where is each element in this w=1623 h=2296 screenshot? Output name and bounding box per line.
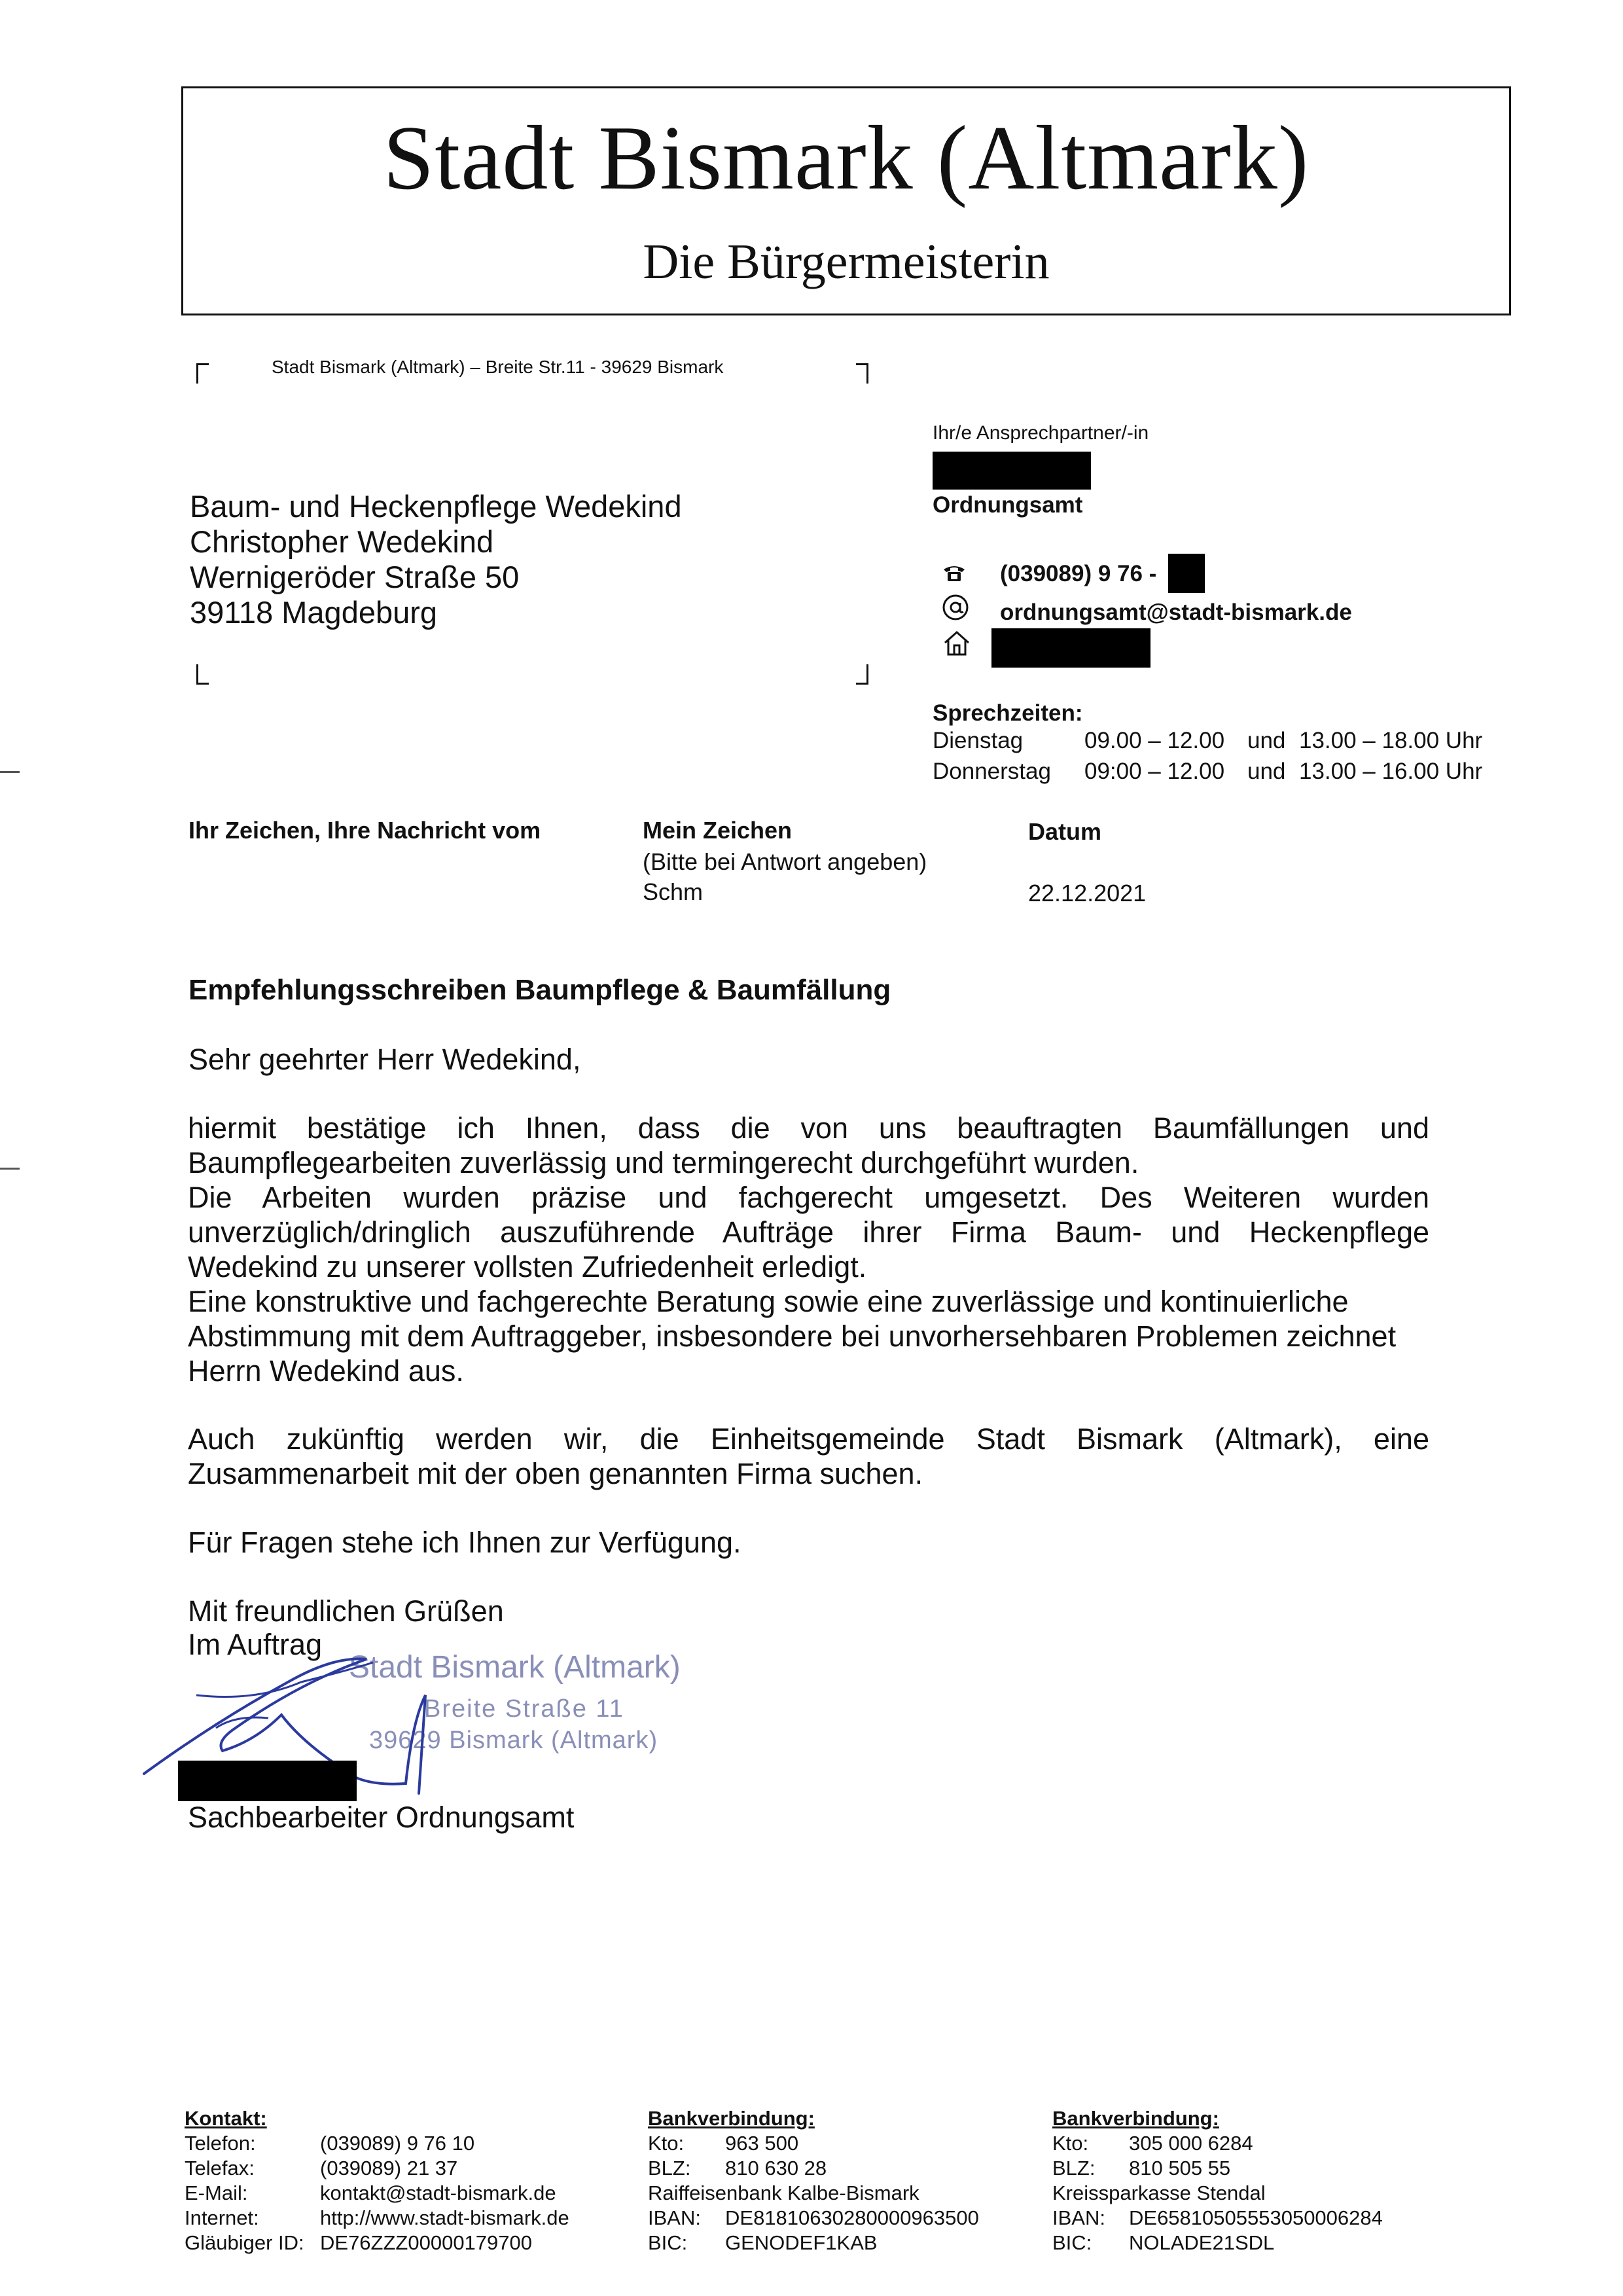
phone-number: (039089) 9 76 -	[1000, 561, 1157, 586]
footer-row	[185, 2131, 569, 2156]
body-line: Baumpflegearbeiten zuverlässig und termingerecht durchgeführt wurden.	[188, 1146, 1139, 1179]
footer-value: 810 505 55	[1129, 2157, 1231, 2179]
footer-value: 305 000 6284	[1129, 2132, 1253, 2155]
stamp-line: Stadt Bismark (Altmark)	[349, 1650, 681, 1685]
footer-row	[1052, 2231, 1383, 2255]
recipient-line: Baum- und Heckenpflege Wedekind	[190, 489, 682, 524]
letter-subject: Empfehlungsschreiben Baumpflege & Baumfällung	[188, 974, 891, 1006]
window-corner-tr	[856, 363, 868, 384]
footer-bank-title: Bankverbindung:	[648, 2107, 815, 2130]
contact-label: Ihr/e Ansprechpartner/-in	[933, 422, 1149, 444]
footer-row	[648, 2231, 979, 2255]
footer-label: BIC:	[1052, 2231, 1092, 2254]
phone-icon	[942, 563, 966, 586]
footer-row	[1052, 2131, 1383, 2156]
footer-row	[1052, 2206, 1383, 2231]
body-line: Auch zukünftig werden wir, die Einheitsgemeinde Stadt Bismark (Altmark), eine	[188, 1422, 1429, 1456]
footer-row	[648, 2156, 979, 2181]
footer-value: DE76ZZZ00000179700	[320, 2231, 533, 2254]
footer-email[interactable]: kontakt@stadt-bismark.de	[320, 2181, 556, 2204]
footer-row	[1052, 2181, 1383, 2206]
window-corner-br	[856, 664, 868, 685]
footer-row	[185, 2156, 569, 2181]
footer-value: NOLADE21SDL	[1129, 2231, 1275, 2254]
body-line: Wedekind zu unserer vollsten Zufriedenheit erledigt.	[188, 1250, 867, 1283]
stamp-line: Breite Straße 11	[424, 1695, 624, 1723]
footer-bank-1	[648, 2106, 979, 2255]
window-corner-tl	[196, 363, 209, 384]
window-corner-bl	[196, 664, 209, 685]
footer-label: IBAN:	[1052, 2206, 1105, 2229]
footer-label: BLZ:	[648, 2157, 691, 2179]
redacted-extension	[1168, 554, 1205, 593]
body-line: Die Arbeiten wurden präzise und fachgerecht umgesetzt. Des Weiteren wurden	[188, 1181, 1429, 1214]
punch-mark	[0, 1168, 20, 1170]
your-reference-label: Ihr Zeichen, Ihre Nachricht vom	[188, 817, 541, 844]
my-reference-value: Schm	[643, 878, 704, 905]
footer-label: Kto:	[1052, 2132, 1089, 2155]
mayor-subtitle: Die Bürgermeisterin	[643, 234, 1050, 289]
body-line: Abstimmung mit dem Auftraggeber, insbesondere bei unvorhersehbaren Problemen zeichnet	[188, 1319, 1397, 1353]
footer-label: Internet:	[185, 2206, 259, 2229]
footer-bank-title: Bankverbindung:	[1052, 2107, 1219, 2130]
recipient-address	[190, 489, 682, 630]
body-line: Zusammenarbeit mit der oben genannten Firma suchen.	[188, 1457, 923, 1490]
footer-bank-2	[1052, 2106, 1383, 2255]
recipient-line: Wernigeröder Straße 50	[190, 560, 520, 594]
office-hours-and: und	[1247, 759, 1286, 784]
city-title: Stadt Bismark (Altmark)	[383, 107, 1310, 209]
footer-value: DE65810505553050006284	[1129, 2206, 1383, 2229]
office-hours-and: und	[1247, 728, 1286, 753]
office-hours-day: Dienstag	[933, 728, 1024, 753]
signer-title: Sachbearbeiter Ordnungsamt	[188, 1801, 575, 1834]
footer-label: BIC:	[648, 2231, 688, 2254]
footer-row	[185, 2206, 569, 2231]
footer-row	[1052, 2156, 1383, 2181]
footer-row	[185, 2231, 569, 2255]
footer-value: Raiffeisenbank Kalbe-Bismark	[648, 2181, 919, 2204]
my-reference-label: Mein Zeichen	[643, 817, 793, 844]
footer-row	[185, 2181, 569, 2206]
footer-label: BLZ:	[1052, 2157, 1096, 2179]
paragraph-3: Für Fragen stehe ich Ihnen zur Verfügung.	[188, 1526, 741, 1559]
footer-value: (039089) 21 37	[320, 2157, 458, 2179]
email-link[interactable]: ordnungsamt@stadt-bismark.de	[1000, 600, 1352, 625]
footer-label: Kto:	[648, 2132, 685, 2155]
office-hours-day: Donnerstag	[933, 759, 1051, 784]
recipient-line: 39118 Magdeburg	[190, 595, 438, 630]
redacted-signer	[178, 1761, 357, 1801]
office-hours-morning: 09:00 – 12.00	[1084, 759, 1225, 784]
recipient-line: Christopher Wedekind	[190, 524, 494, 559]
footer-contact-title: Kontakt:	[185, 2107, 267, 2130]
footer-value: (039089) 9 76 10	[320, 2132, 475, 2155]
stamp-line: 39629 Bismark (Altmark)	[369, 1727, 658, 1754]
footer-contact	[185, 2106, 569, 2255]
footer-label: Gläubiger ID:	[185, 2231, 304, 2254]
body-line: hiermit bestätige ich Ihnen, dass die von uns beauftragten Baumfällungen und	[188, 1111, 1429, 1145]
office-hours-afternoon: 13.00 – 16.00 Uhr	[1299, 759, 1483, 784]
office-hours-morning: 09.00 – 12.00	[1084, 728, 1225, 753]
closing: Mit freundlichen Grüßen	[188, 1594, 504, 1628]
footer-label: E-Mail:	[185, 2181, 248, 2204]
body-line: unverzüglich/dringlich auszuführende Aufträge ihrer Firma Baum- und Heckenpflege	[188, 1215, 1429, 1249]
date-value: 22.12.2021	[1028, 880, 1147, 906]
on-behalf: Im Auftrag	[188, 1628, 323, 1661]
house-icon	[942, 630, 971, 660]
footer-row	[648, 2181, 979, 2206]
footer-label: Telefax:	[185, 2157, 255, 2179]
sender-line: Stadt Bismark (Altmark) – Breite Str.11 - 39629 Bismark	[272, 357, 724, 377]
footer-value: Kreissparkasse Stendal	[1052, 2181, 1266, 2204]
redacted-name	[933, 452, 1091, 490]
footer-row	[648, 2131, 979, 2156]
fold-mark	[0, 771, 20, 773]
footer-label: IBAN:	[648, 2206, 701, 2229]
redacted-room	[991, 628, 1150, 668]
footer-value: GENODEF1KAB	[725, 2231, 878, 2254]
body-line: Herrn Wedekind aus.	[188, 1354, 464, 1388]
body-line: Eine konstruktive und fachgerechte Beratung sowie eine zuverlässige und kontinuierliche	[188, 1285, 1349, 1318]
office-hours-afternoon: 13.00 – 18.00 Uhr	[1299, 728, 1483, 753]
date-label: Datum	[1028, 818, 1102, 845]
letterhead-box	[181, 86, 1511, 315]
at-icon	[941, 593, 970, 625]
footer-website[interactable]: http://www.stadt-bismark.de	[320, 2206, 569, 2229]
salutation: Sehr geehrter Herr Wedekind,	[188, 1043, 581, 1076]
footer-row	[648, 2206, 979, 2231]
footer-value: 810 630 28	[725, 2157, 827, 2179]
office-hours-title: Sprechzeiten:	[933, 700, 1083, 726]
my-reference-note: (Bitte bei Antwort angeben)	[643, 848, 927, 875]
footer-label: Telefon:	[185, 2132, 256, 2155]
department: Ordnungsamt	[933, 492, 1083, 518]
footer-value: DE81810630280000963500	[725, 2206, 979, 2229]
footer-value: 963 500	[725, 2132, 799, 2155]
